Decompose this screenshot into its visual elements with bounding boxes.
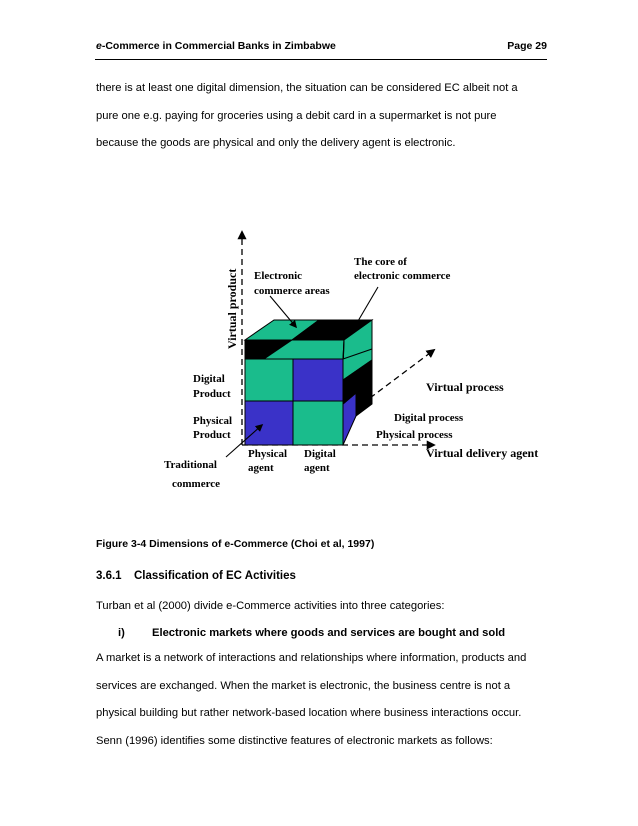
front-top-right-cell xyxy=(293,359,343,401)
section-heading xyxy=(96,570,296,582)
physical-agent-label-2: agent xyxy=(248,462,274,474)
core-label-2: electronic commerce xyxy=(354,270,451,282)
electronic-areas-label-2: commerce areas xyxy=(254,285,330,297)
traditional-label-1: Traditional xyxy=(164,459,217,471)
running-header-e: e xyxy=(96,40,102,52)
z-axis xyxy=(362,350,434,404)
market-line-3: physical building but rather network-based location where business interactions occur. xyxy=(96,707,522,719)
market-line-4: Senn (1996) identifies some distinctive features of electronic markets as follows: xyxy=(96,734,493,747)
physical-agent-label-1: Physical xyxy=(248,448,288,460)
physical-product-label-1: Physical xyxy=(193,415,233,427)
market-line-1: A market is a network of interactions and relationships where information, products and xyxy=(96,652,527,664)
virtual-product-label: Virtual product xyxy=(225,268,239,349)
running-header-rest: -Commerce in Commercial Banks in Zimbabwe xyxy=(101,40,336,52)
core-label-1: The core of xyxy=(354,256,407,268)
front-bottom-left-cell xyxy=(245,401,293,445)
digital-agent-label-1: Digital xyxy=(304,448,336,460)
physical-process-label: Physical process xyxy=(376,429,453,441)
figure-caption: Figure 3-4 Dimensions of e-Commerce (Choi et al, 1997) xyxy=(96,538,375,550)
front-top-left-cell xyxy=(245,359,293,401)
electronic-areas-label-1: Electronic xyxy=(254,270,303,282)
section-number: 3.6.1 xyxy=(96,570,122,582)
page-number: Page 29 xyxy=(507,40,547,52)
intro-line-1: there is at least one digital dimension, the situation can be considered EC albeit not a xyxy=(96,82,518,94)
market-line-2: services are exchanged. When the market is electronic, the business centre is not a xyxy=(96,679,511,692)
traditional-label-2: commerce xyxy=(172,478,221,490)
section-title: Classification of EC Activities xyxy=(134,570,296,582)
market-paragraph xyxy=(96,645,547,755)
virtual-delivery-agent-label: Virtual delivery agent xyxy=(426,446,539,460)
virtual-process-label: Virtual process xyxy=(426,380,504,394)
digital-product-label-2: Product xyxy=(193,388,231,400)
physical-product-label-2: Product xyxy=(193,429,231,441)
subsection-number: i) xyxy=(118,627,125,639)
intro-line-3: because the goods are physical and only the delivery agent is electronic. xyxy=(96,137,456,149)
front-bottom-right-cell xyxy=(293,401,343,445)
turban-sentence: Turban et al (2000) divide e-Commerce activities into three categories: xyxy=(96,600,445,612)
subsection-heading xyxy=(118,627,505,639)
intro-line-2: pure one e.g. paying for groceries using a debit card in a supermarket is not pure xyxy=(96,109,497,122)
digital-process-label: Digital process xyxy=(394,412,464,424)
subsection-title: Electronic markets where goods and services are bought and sold xyxy=(152,627,506,639)
digital-product-label-1: Digital xyxy=(193,373,225,385)
digital-agent-label-2: agent xyxy=(304,462,330,474)
